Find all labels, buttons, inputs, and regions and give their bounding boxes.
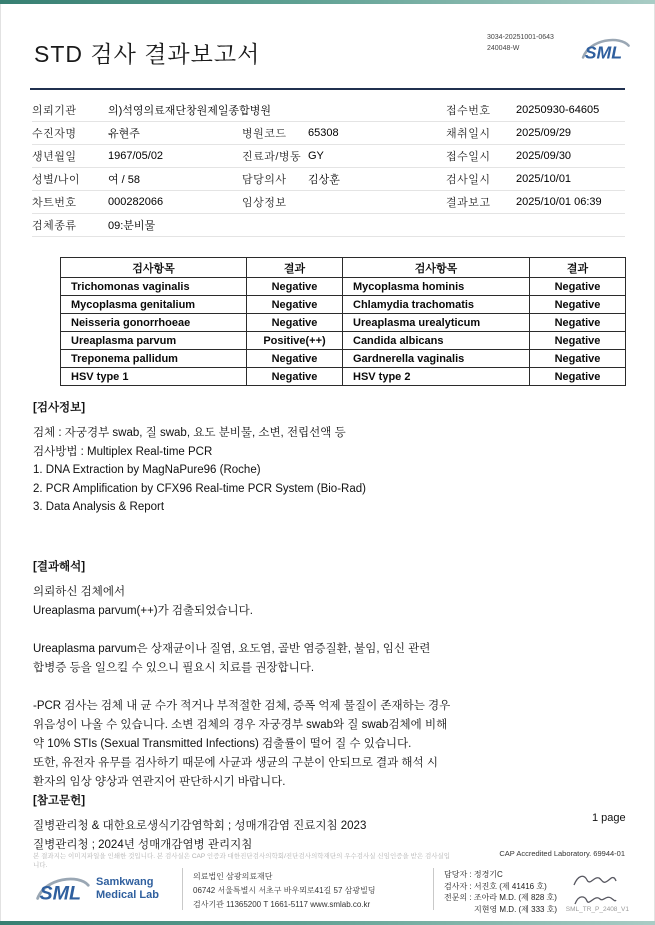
table-row [61, 368, 626, 386]
section-line: 1. DNA Extraction by MagNaPure96 (Roche) [33, 464, 261, 476]
section-line [33, 678, 450, 697]
specialist-line: 전문의 : 조아라 M.D. (제 828 호) [444, 893, 557, 902]
field-value: 여 / 58 [108, 174, 141, 186]
field-value: 09:분비물 [108, 220, 156, 232]
result-cell: Negative [530, 350, 626, 368]
field-label: 접수일시 [446, 151, 491, 163]
test-item-cell: Neisseria gonorrhoeae [61, 314, 247, 332]
interpretation-section [33, 558, 450, 792]
table-row [61, 296, 626, 314]
field-value: 000282066 [108, 196, 164, 208]
test-item-cell: Chlamydia trachomatis [343, 296, 530, 314]
result-cell: Negative [530, 332, 626, 350]
field-value: 20250930-64605 [516, 104, 600, 116]
field-value: 2025/10/01 06:39 [516, 196, 602, 208]
section-line: Ureaplasma parvum(++)가 검출되었습니다. [33, 605, 253, 617]
field-label: 검사일시 [446, 174, 491, 186]
field-label: 차트번호 [32, 197, 77, 209]
page-number: 1 page [592, 812, 626, 824]
result-cell: Negative [530, 296, 626, 314]
result-cell: Negative [247, 350, 343, 368]
column-header: 결과 [530, 258, 626, 278]
specialist-line: 지현영 M.D. (제 333 호) [474, 904, 558, 914]
document-number-line2: 240048-W [487, 44, 520, 52]
result-cell: Negative [530, 278, 626, 296]
section-line: -PCR 검사는 검체 내 균 수가 적거나 부적절한 검체, 증폭 억제 물질이 존재하는 경우 [33, 700, 451, 712]
table-row [61, 314, 626, 332]
lab-name-line2: Medical Lab [96, 889, 159, 901]
table-row [61, 350, 626, 368]
test-info-section [33, 399, 366, 517]
lab-address: 06742 서울특별시 서초구 바우뫼로41길 57 삼광빌딩 [193, 886, 376, 895]
test-item-cell: Candida albicans [343, 332, 530, 350]
results-table [60, 257, 626, 386]
info-row [32, 122, 625, 145]
field-value: 유현주 [108, 128, 140, 140]
section-line: 검체 : 자궁경부 swab, 질 swab, 요도 분비물, 소변, 전립선액 등 [33, 427, 346, 439]
column-header: 검사항목 [343, 258, 530, 278]
test-item-cell: Gardnerella vaginalis [343, 350, 530, 368]
signature-icon [572, 872, 618, 890]
svg-text:SML: SML [39, 882, 82, 905]
result-cell: Negative [247, 368, 343, 386]
lab-org-name: 의료법인 삼광의료재단 [193, 872, 273, 881]
section-line: 환자의 임상 양상과 연관지어 판단하시기 바랍니다. [33, 776, 286, 788]
field-value: 김상훈 [308, 174, 340, 186]
field-label: 성별/나이 [32, 174, 81, 186]
bottom-accent-strip [0, 921, 655, 925]
section-line: 의뢰하신 검체에서 [33, 586, 126, 598]
section-line: 질병관리청 & 대한요로생식기감염학회 ; 성매개감염 진료지침 2023 [33, 820, 367, 832]
field-value: 2025/10/01 [516, 173, 572, 185]
info-row [32, 214, 625, 237]
footer-divider [182, 868, 183, 910]
test-item-cell: HSV type 2 [343, 368, 530, 386]
form-code: SML_TR_P_2408_V1 [565, 906, 629, 913]
lab-name-line1: Samkwang [96, 876, 154, 888]
result-cell-positive: Positive(++) [247, 332, 343, 350]
section-heading: [참고문헌] [33, 795, 86, 807]
info-row [32, 191, 625, 214]
section-line [33, 621, 450, 640]
test-item-cell-positive: Ureaplasma parvum [61, 332, 247, 350]
top-accent-strip [0, 0, 655, 4]
document-number-line1: 3034-20251001-0643 [487, 34, 554, 41]
info-row [32, 145, 625, 168]
field-label: 의뢰기관 [32, 105, 77, 117]
result-cell: Negative [247, 314, 343, 332]
document-number [487, 33, 554, 54]
field-label: 채취일시 [446, 128, 491, 140]
column-header: 결과 [247, 258, 343, 278]
field-label: 결과보고 [446, 197, 491, 209]
result-cell: Negative [247, 278, 343, 296]
footer [32, 868, 625, 916]
field-label: 수진자명 [32, 128, 77, 140]
field-value: 의)석영의료재단창원제일종합병원 [108, 105, 272, 117]
sml-logo-icon [32, 870, 92, 908]
field-label: 임상정보 [242, 197, 287, 209]
lab-contact: 검사기관 11365200 T 1661-5117 www.smlab.co.kr [193, 900, 371, 909]
result-cell: Negative [530, 314, 626, 332]
section-heading: [결과해석] [33, 561, 86, 573]
sml-logo-icon [578, 32, 632, 66]
sml-logo-bottom [32, 868, 172, 908]
report-title: STD 검사 결과보고서 [34, 41, 261, 67]
header-divider [30, 88, 625, 90]
field-label: 진료과/병동 [242, 151, 302, 163]
table-row-positive [61, 332, 626, 350]
test-item-cell: Mycoplasma hominis [343, 278, 530, 296]
section-line: 2. PCR Amplification by CFX96 Real-time PCR System (Bio-Rad) [33, 482, 366, 495]
field-value: 1967/05/02 [108, 150, 164, 162]
tester-line: 검사자 : 서진호 (제 41416 호) [444, 881, 547, 891]
section-line: 약 10% STIs (Sexual Transmitted Infections) 검출률이 떨어 질 수 있습니다. [33, 738, 412, 750]
field-value: GY [308, 150, 324, 162]
field-label: 병원코드 [242, 128, 287, 140]
field-label: 담당의사 [242, 174, 287, 186]
test-item-cell: Treponema pallidum [61, 350, 247, 368]
section-line: Ureaplasma parvum은 상재균이나 질염, 요도염, 골반 염증질환, 불임, 임신 관련 [33, 643, 431, 655]
field-value: 2025/09/30 [516, 150, 572, 162]
info-row [32, 168, 625, 191]
table-header-row [61, 258, 626, 278]
info-row [32, 99, 625, 122]
lab-address-block [193, 868, 423, 912]
section-line: 또한, 유전자 유무를 검사하기 때문에 사균과 생균의 구분이 안되므로 결과 해석 시 [33, 757, 438, 769]
references-section [33, 792, 366, 854]
cap-accreditation-label: CAP Accredited Laboratory. 69944-01 [499, 849, 625, 858]
field-label: 검체종류 [32, 220, 77, 232]
table-row [61, 278, 626, 296]
field-value: 65308 [308, 127, 339, 139]
section-line: 3. Data Analysis & Report [33, 501, 165, 513]
section-heading: [검사정보] [33, 402, 86, 414]
lab-name [96, 876, 159, 902]
section-line: 검사방법 : Multiplex Real-time PCR [33, 445, 213, 458]
patient-info [32, 99, 625, 237]
svg-text:SML: SML [584, 42, 623, 63]
section-line: 합병증 등을 일으킬 수 있으니 필요시 치료를 권장합니다. [33, 662, 315, 674]
manager-line: 담당자 : 정경기C [444, 870, 503, 879]
sml-logo-top [578, 32, 632, 71]
field-value: 2025/09/29 [516, 127, 572, 139]
test-item-cell: Mycoplasma genitalium [61, 296, 247, 314]
column-header: 검사항목 [61, 258, 247, 278]
test-item-cell: HSV type 1 [61, 368, 247, 386]
result-cell: Negative [530, 368, 626, 386]
section-line: 질병관리청 ; 2024년 성매개감염병 관리지침 [33, 838, 253, 851]
footer-disclaimer: 본 결과지는 이미지파일을 인쇄한 것입니다. 본 검사실은 CAP 인증과 대한진단검사의학회/진단검사의학재단의 우수검사실 신임인증을 받은 검사실입니다. [33, 853, 451, 869]
footer-divider [433, 868, 434, 910]
field-label: 생년월일 [32, 151, 77, 163]
test-item-cell: Trichomonas vaginalis [61, 278, 247, 296]
result-cell: Negative [247, 296, 343, 314]
section-line: 위음성이 나올 수 있습니다. 소변 검체의 경우 자궁경부 swab와 질 swab검체에 비해 [33, 719, 448, 731]
field-label: 접수번호 [446, 105, 491, 117]
test-item-cell: Ureaplasma urealyticum [343, 314, 530, 332]
